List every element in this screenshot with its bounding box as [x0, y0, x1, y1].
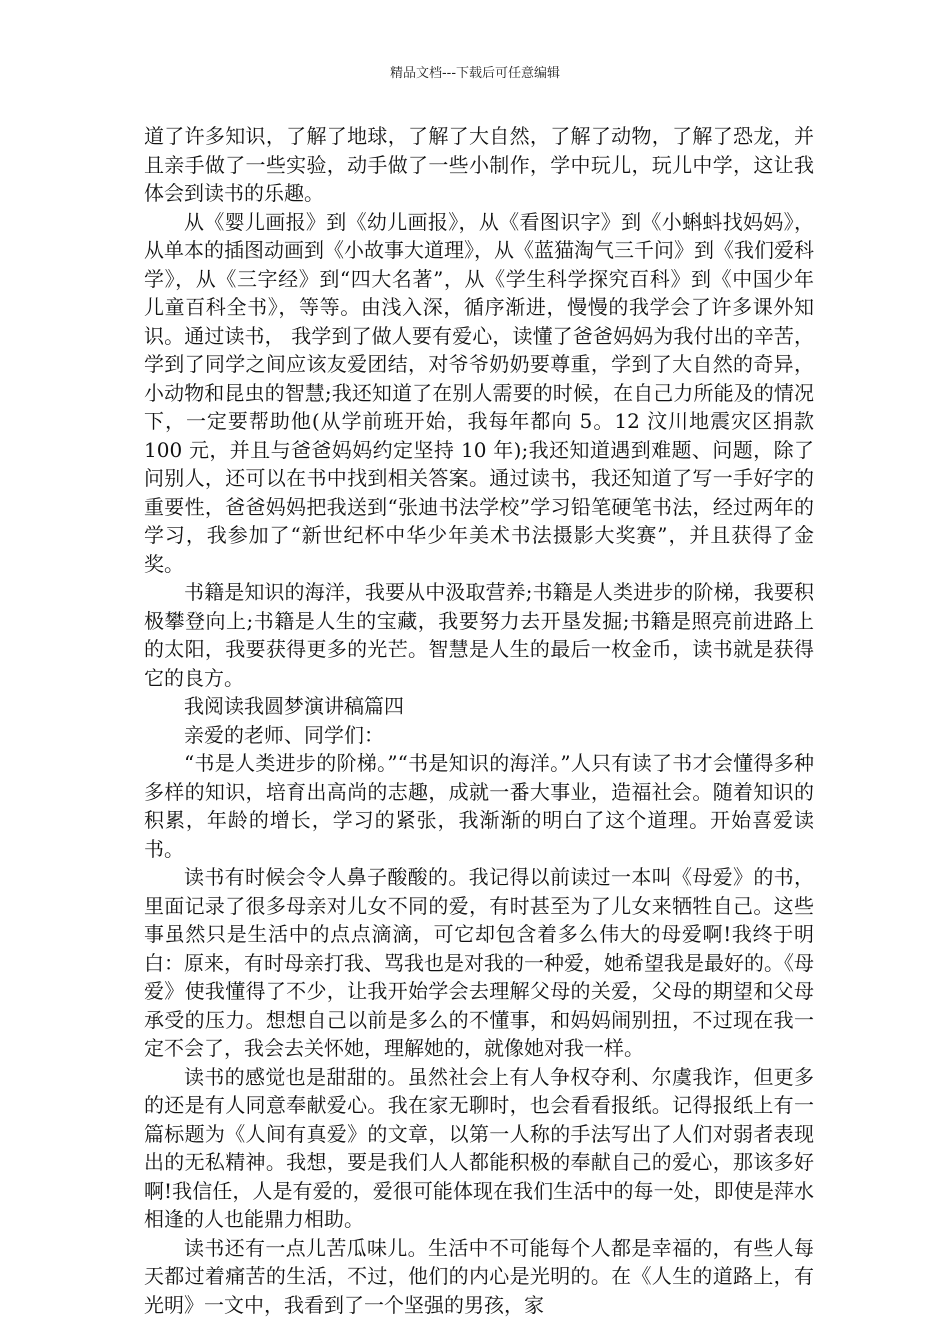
salutation: 亲爱的老师、同学们：: [184, 722, 384, 747]
section-heading: 我阅读我圆梦演讲稿篇四: [184, 694, 404, 718]
paragraph: 读书有时候会令人鼻子酸酸的。我记得以前读过一本叫《母爱》的书，里面记录了很多母亲对儿女不同的爱，有时甚至为了儿女来牺牲自己。这些事虽然只是生活中的点点滴滴，可它却包含着多么伟大的母爱啊!我终于明白：原来，有时母亲打我、骂我也是对我的一种爱，她希望我是最好的。《母爱》使我懂得了不少，让我开始学会去理解父母的关爱，父母的期望和父母承受的压力。想想自己以前是多么的不懂事，和妈妈闹别扭，不过现在我一定不会了，我会去关怀她，理解她的，就像她对我一样。: [144, 865, 814, 1060]
paragraph: 书籍是知识的海洋，我要从中汲取营养;书籍是人类进步的阶梯，我要积极攀登向上;书籍是人生的宝藏，我要努力去开垦发掘;书籍是照亮前进路上的太阳，我要获得更多的光芒。智慧是人生的最后一枚金币，读书就是获得它的良方。: [144, 580, 814, 690]
paragraph: 道了许多知识，了解了地球，了解了大自然，了解了动物，了解了恐龙，并且亲手做了一些实验，动手做了一些小制作，学中玩儿，玩儿中学，这让我体会到读书的乐趣。: [144, 124, 814, 205]
document-body: [144, 122, 814, 1319]
paragraph: 读书的感觉也是甜甜的。虽然社会上有人争权夺利、尔虞我诈，但更多的还是有人同意奉献爱心。我在家无聊时，也会看看报纸。记得报纸上有一篇标题为《人间有真爱》的文章，以第一人称的手法写出了人们对弱者表现出的无私精神。我想，要是我们人人都能积极的奉献自己的爱心，那该多好啊!我信任，人是有爱的，爱很可能体现在我们生活中的每一处，即使是萍水相逢的人也能鼎力相助。: [144, 1064, 814, 1231]
paragraph: “书是人类进步的阶梯。”“书是知识的海洋。”人只有读了书才会懂得多种多样的知识，培育出高尚的志趣，成就一番大事业，造福社会。随着知识的积累，年龄的增长，学习的紧张，我渐渐的明白了这个道理。开始喜爱读书。: [144, 751, 814, 861]
page-header: 精品文档---下载后可任意编辑: [389, 66, 561, 81]
paragraph: 读书还有一点儿苦瓜味儿。生活中不可能每个人都是幸福的，有些人每天都过着痛苦的生活，不过，他们的内心是光明的。在《人生的道路上，有光明》一文中，我看到了一个坚强的男孩，家: [144, 1235, 814, 1317]
paragraph: 从《婴儿画报》到《幼儿画报》，从《看图识字》到《小蝌蚪找妈妈》，从单本的插图动画到《小故事大道理》，从《蓝猫淘气三千问》到《我们爱科学》，从《三字经》到“四大名著”，从《学生科学探究百科》到《中国少年儿童百科全书》，等等。由浅入深，循序渐进，慢慢的我学会了许多课外知识。通过读书， 我学到了做人要有爱心，读懂了爸爸妈妈为我付出的辛苦，学到了同学之间应该友爱团结，对爷爷奶奶要尊重，学到了大自然的奇异，小动物和昆虫的智慧;我还知道了在别人需要的时候，在自己力所能及的情况下，一定要帮助他(从学前班开始，我每年都向 5。12 汶川地震灾区捐款 100 元，并且与爸爸妈妈约定坚持 10 年);我还知道遇到难题、问题，除了问别人，还可以在书中找到相关答案。通过读书，我还知道了写一手好字的重要性，爸爸妈妈把我送到“张迪书法学校”学习铅笔硬笔书法，经过两年的学习，我参加了“新世纪杯中华少年美术书法摄影大奖赛”，并且获得了金奖。: [144, 209, 814, 576]
